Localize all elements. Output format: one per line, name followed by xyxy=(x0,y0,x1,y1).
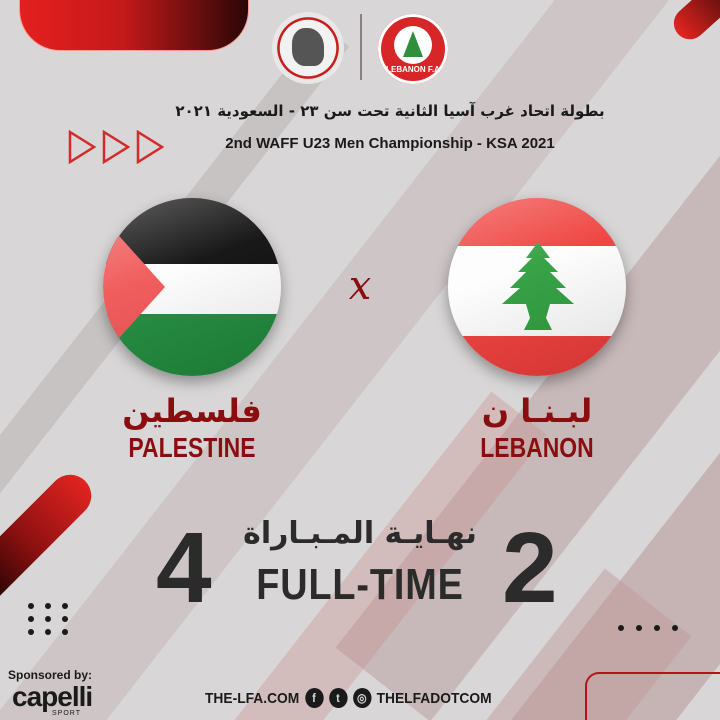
sponsor-logo: capelli xyxy=(12,681,93,712)
sponsor-logo-sub: SPORT xyxy=(52,710,81,717)
cedar-icon xyxy=(403,31,423,57)
team-right-name-ar: لبـنـا ن xyxy=(481,392,593,430)
decor-frame-bottom-right xyxy=(585,672,720,720)
play-arrow-icon xyxy=(102,130,130,164)
twitter-icon[interactable]: t xyxy=(329,688,347,708)
social-handle[interactable]: THELFADOTCOM xyxy=(376,689,492,707)
footer-links xyxy=(205,688,492,708)
championship-title-en: 2nd WAFF U23 Men Championship - KSA 2021 xyxy=(225,135,555,152)
logo-divider xyxy=(360,14,362,80)
play-arrow-icon xyxy=(136,130,164,164)
team-left-name-ar: فلسطين xyxy=(122,392,262,430)
header-logos xyxy=(0,10,720,90)
score-left: 4 xyxy=(156,512,212,624)
sponsor-label: Sponsored by: xyxy=(8,668,93,682)
score-right: 2 xyxy=(502,512,558,624)
lebanon-flag xyxy=(448,198,626,376)
full-time-label-ar: نهـايـة المـبـاراة xyxy=(243,516,477,551)
decor-dot-row xyxy=(618,625,678,631)
palestine-flag xyxy=(103,198,281,376)
waff-u23-championship-logo xyxy=(272,12,344,84)
team-right-name-en: LEBANON xyxy=(480,432,594,463)
versus-separator: x xyxy=(348,263,372,309)
decor-dot-grid xyxy=(28,603,72,635)
lfa-logo-text: LEBANON F.A xyxy=(386,65,440,74)
website-link[interactable]: THE-LFA.COM xyxy=(205,689,300,707)
facebook-icon[interactable]: f xyxy=(305,688,323,708)
instagram-icon[interactable]: ◎ xyxy=(353,688,371,708)
lebanon-fa-logo xyxy=(378,14,448,84)
footballer-icon xyxy=(292,28,324,66)
championship-title-ar: بطولة اتحاد غرب آسيا الثانية تحت سن ٢٣ - السعودية ٢٠٢١ xyxy=(175,102,605,120)
full-time-label-en: FULL-TIME xyxy=(256,560,464,609)
team-left-name-en: PALESTINE xyxy=(128,432,256,463)
play-arrow-icon xyxy=(68,130,96,164)
decor-arrows xyxy=(68,130,164,164)
